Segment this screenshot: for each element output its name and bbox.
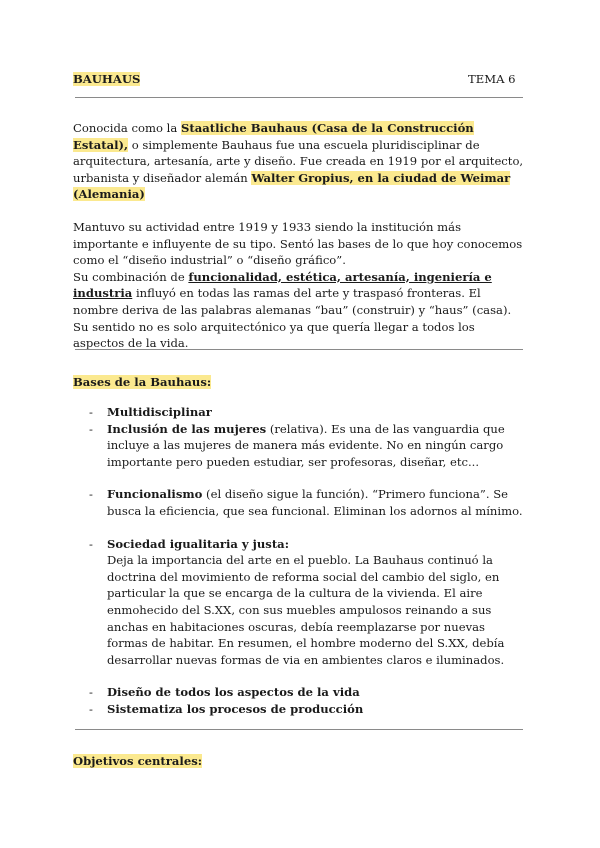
bases-heading-text: Bases de la Bauhaus:	[73, 375, 212, 389]
document-title	[73, 71, 140, 88]
list-item	[73, 421, 528, 471]
bases-divider	[75, 729, 523, 730]
list-item	[73, 684, 528, 701]
bases-list	[73, 404, 528, 718]
header-divider	[75, 97, 523, 98]
list-item	[73, 536, 528, 669]
intro-paragraph-4: Su sentido no es solo arquitectónico ya que quería llegar a todos los aspectos de la vida.	[73, 319, 475, 351]
intro-p3-text-b: influyó en todas las ramas del arte y traspasó fronteras. El nombre deriva de las palabras alemanas “bau” (construir) y “haus” (casa).	[73, 286, 512, 317]
highlight-walter-gropius: Walter Gropius, en la ciudad de Weimar (Alemania)	[73, 170, 511, 202]
list-item	[73, 701, 528, 718]
list-item	[73, 486, 528, 519]
intro-p3-text-a: Su combinación de	[73, 269, 189, 284]
intro-paragraph-3	[73, 269, 525, 319]
list-item	[73, 404, 528, 421]
item-sociedad-title: Sociedad igualitaria y justa:	[107, 536, 289, 551]
objetivos-heading	[73, 753, 202, 770]
intro-paragraph-1	[73, 120, 525, 203]
intro-paragraph-2: Mantuvo su actividad entre 1919 y 1933 siendo la institución más importante e influyente de su tipo. Sentó las bases de lo que hoy conocemos como el “diseño industrial” o “diseño gráfico”.	[73, 219, 523, 268]
intro-divider	[75, 349, 523, 350]
intro-p1-text-b: o simplemente Bauhaus fue una escuela pluridisciplinar de arquitectura, artesanía, arte y diseño. Fue creada en 1919 por el arquitecto, urbanista y diseñador alemán	[73, 137, 524, 185]
item-sociedad-text: Deja la importancia del arte en el pueblo. La Bauhaus continuó la doctrina del movimiento de reforma social del cambio del siglo, en particular la que se encarga de la cultura de la vivienda. El aire enmohecido del S.XX, con sus muebles ampulosos reinando a sus anchas en habitaciones oscuras, debía reemplazarse por nuevas formas de habitar. En resumen, el hombre moderno del S.XX, debía desarrollar nuevas formas de via en ambientes claros e iluminados.	[107, 553, 505, 667]
objetivos-heading-text: Objetivos centrales:	[73, 754, 202, 768]
intro-section	[73, 120, 525, 352]
item-diseno-aspectos: Diseño de todos los aspectos de la vida	[107, 685, 360, 700]
bases-heading	[73, 374, 211, 391]
intro-p1-text-a: Conocida como la	[73, 121, 181, 135]
item-sistematiza: Sistematiza los procesos de producción	[107, 701, 364, 716]
item-mujeres-text: (relativa). Es una de las vanguardia que incluye a las mujeres de manera más evidente. No en ningún cargo importante pero pueden estudiar, ser profesoras, diseñar, etc...	[107, 421, 505, 469]
underlined-combination: funcionalidad, estética, artesanía, ingeniería e industria	[73, 269, 492, 301]
item-multidisciplinar: Multidisciplinar	[107, 405, 212, 419]
item-funcionalismo-text: (el diseño sigue la función). “Primero funciona”. Se busca la eficiencia, que sea funcional. Eliminan los adornos al mínimo.	[107, 487, 523, 518]
item-mujeres-title: Inclusión de las mujeres	[107, 421, 267, 436]
item-funcionalismo-title: Funcionalismo	[107, 487, 203, 502]
highlight-staatliche-bauhaus: Staatliche Bauhaus (Casa de la Construcción Estatal),	[73, 121, 474, 152]
topic-label: TEMA 6	[468, 72, 516, 86]
title-text: BAUHAUS	[73, 72, 141, 86]
